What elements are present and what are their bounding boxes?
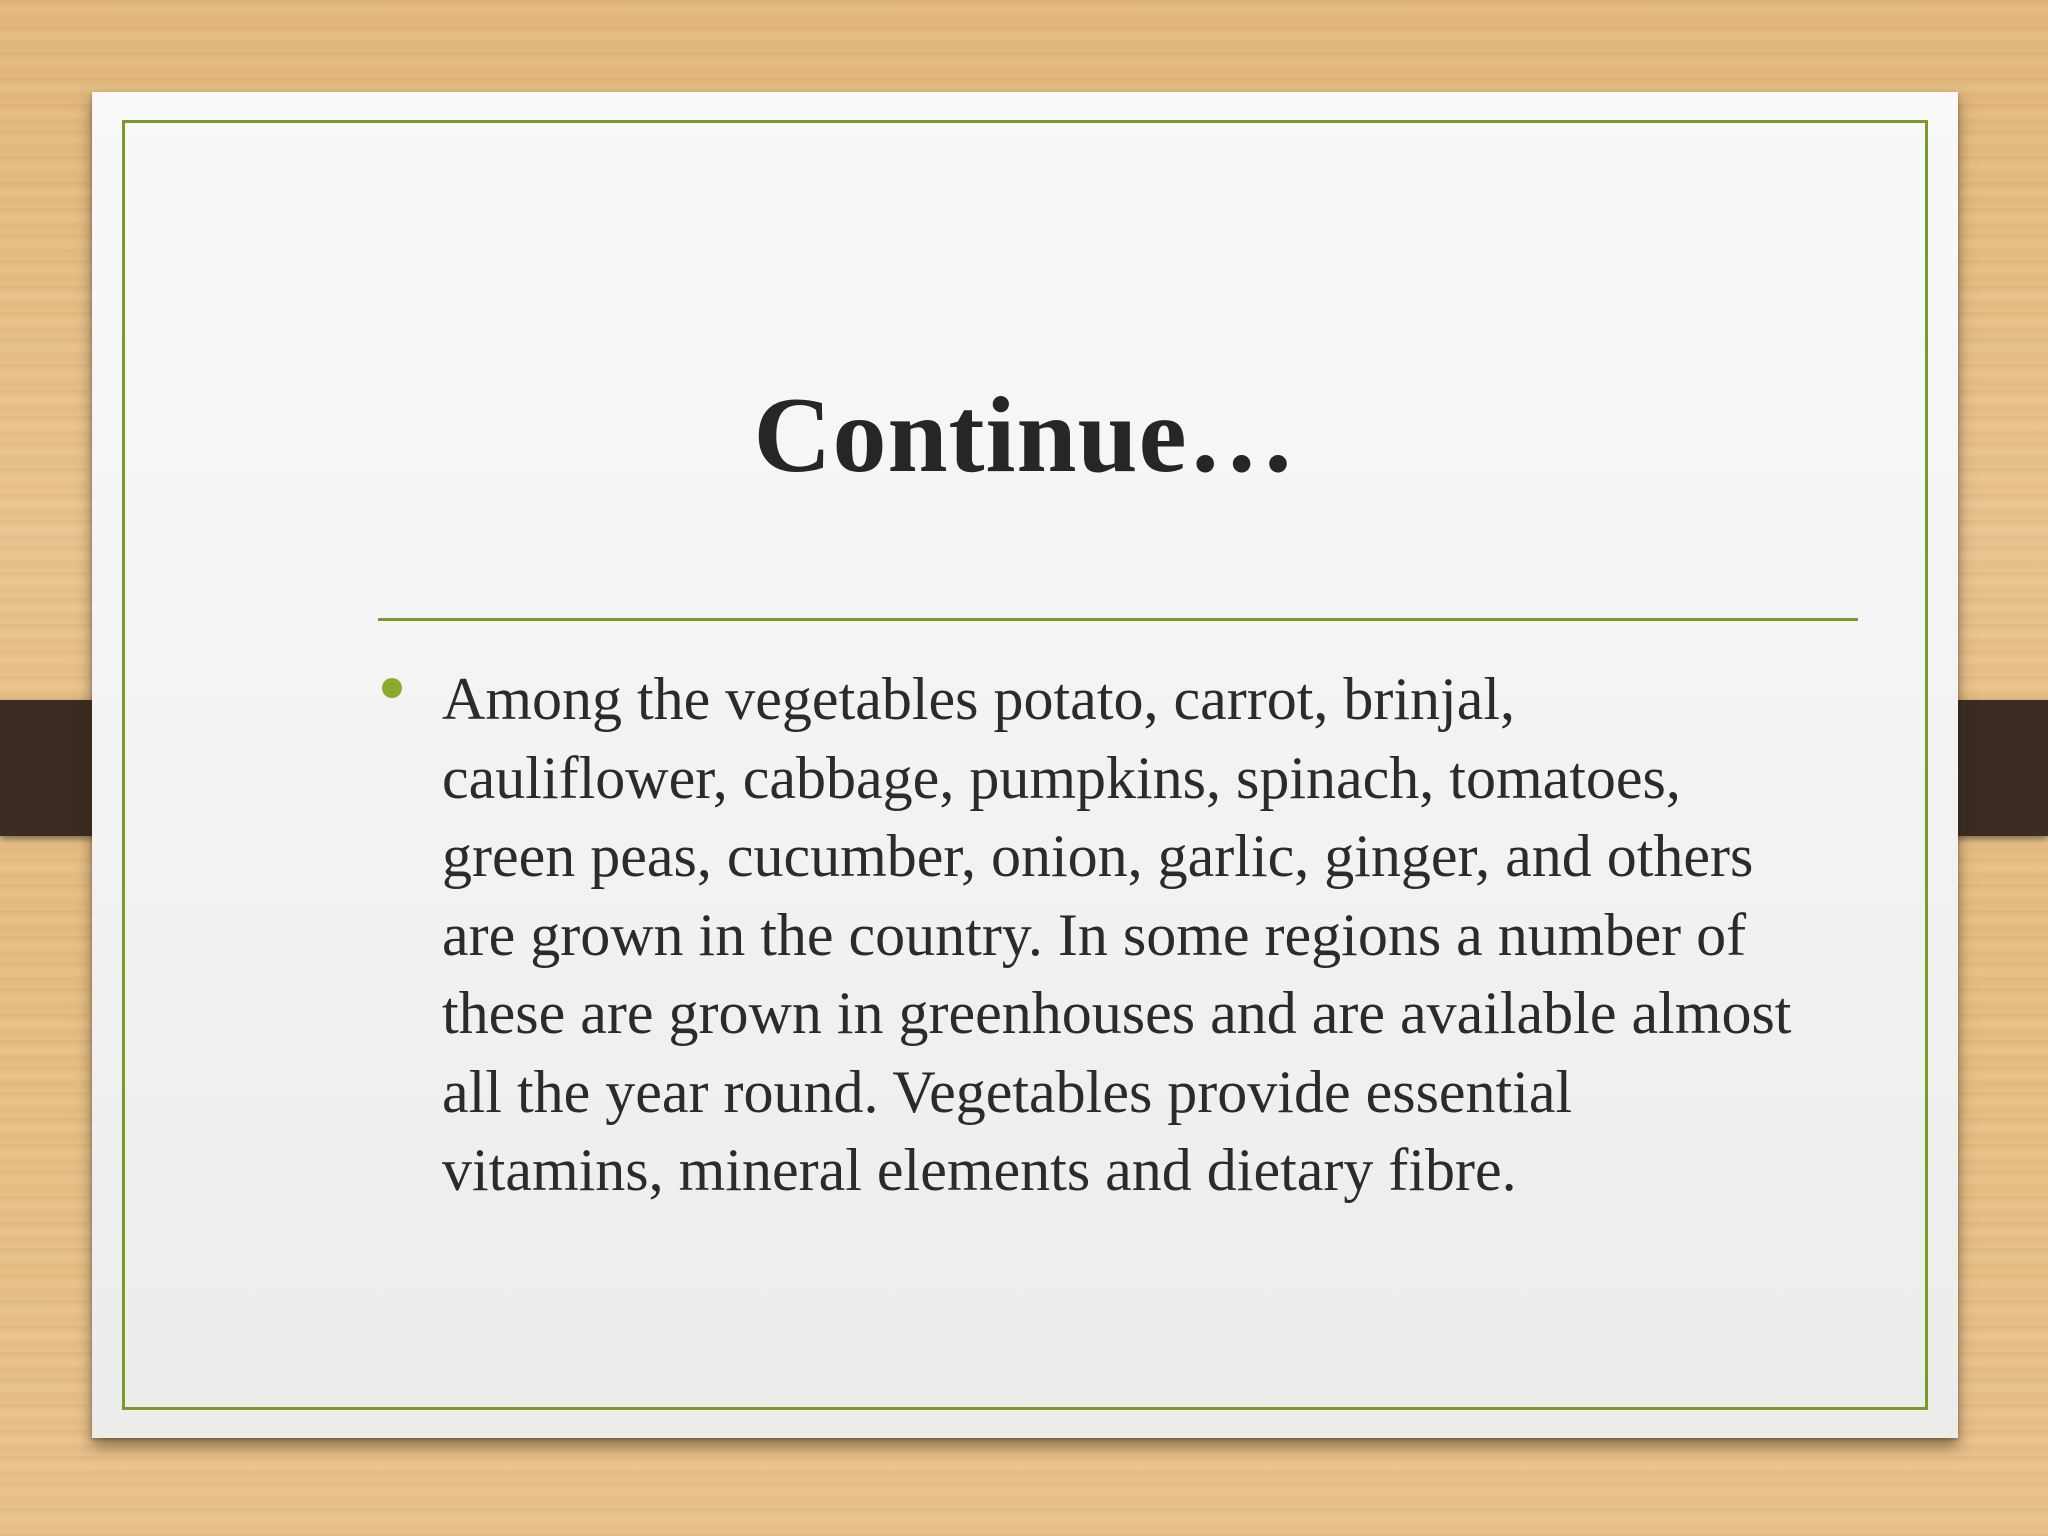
bullet-item bbox=[378, 660, 1888, 1210]
bullet-line: all the year round. Vegetables provide essential bbox=[442, 1058, 1573, 1125]
bullet-line: Among the vegetables potato, carrot, brinjal, bbox=[442, 666, 1515, 732]
bullet-line: are grown in the country. In some regions a number of bbox=[442, 901, 1747, 968]
slide-body bbox=[378, 660, 1888, 1210]
slide-title: Continue… bbox=[753, 376, 1297, 495]
slide-card bbox=[92, 92, 1958, 1438]
bullet-text bbox=[442, 660, 1888, 1210]
bullet-line: green peas, cucumber, onion, garlic, ginger, and others bbox=[442, 823, 1754, 889]
bullet-line: cauliflower, cabbage, pumpkins, spinach, tomatoes, bbox=[442, 744, 1681, 811]
bullet-line: vitamins, mineral elements and dietary fibre. bbox=[442, 1137, 1517, 1203]
title-divider bbox=[378, 618, 1858, 621]
bullet-line: these are grown in greenhouses and are available almost bbox=[442, 980, 1792, 1046]
bullet-dot-icon bbox=[382, 678, 402, 698]
